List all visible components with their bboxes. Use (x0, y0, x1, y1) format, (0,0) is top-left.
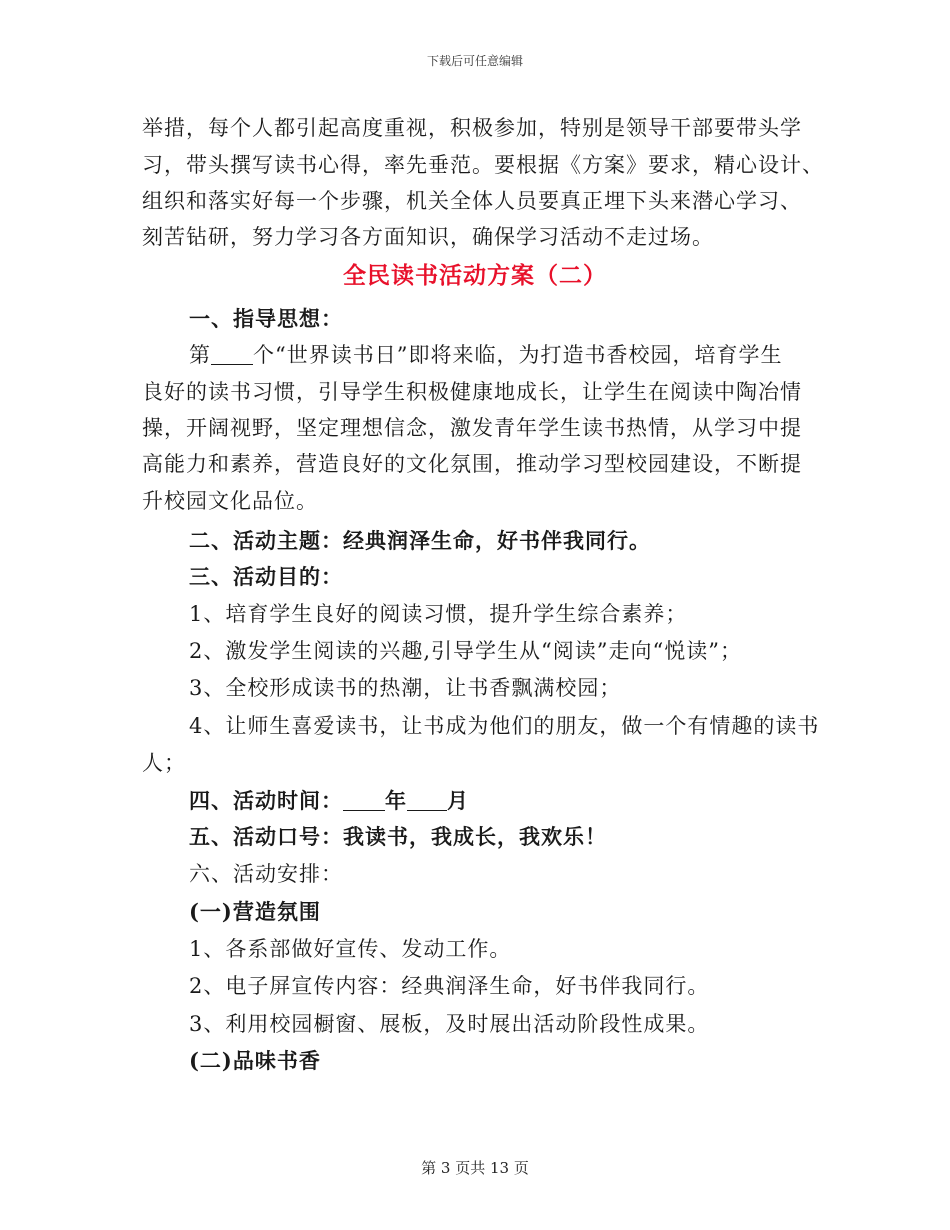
list-item: 2、电子屏宣传内容：经典润泽生命，好书伴我同行。 (189, 974, 710, 998)
list-item: 3、全校形成读书的热潮，让书香飘满校园； (189, 676, 622, 700)
heading-activity-purpose: 三、活动目的： (189, 564, 343, 589)
list-item: 1、各系部做好宣传、发动工作。 (189, 937, 512, 961)
subheading-atmosphere: (一)营造氛围 (189, 899, 321, 924)
heading-guiding-ideology: 一、指导思想： (189, 306, 343, 331)
fill-blank (211, 342, 253, 365)
paragraph-line: 人； (142, 751, 186, 775)
paragraph-line (189, 340, 819, 370)
text-fragment: 个“世界读书日”即将来临，为打造书香校园，培育学生 (253, 343, 783, 367)
paragraph-line: 习，带头撰写读书心得，率先垂范。要根据《方案》要求，精心设计、 (142, 153, 824, 177)
list-item: 3、利用校园橱窗、展板，及时展出活动阶段性成果。 (189, 1012, 710, 1036)
paragraph-line: 举措，每个人都引起高度重视，积极参加，特别是领导干部要带头学 (142, 116, 802, 140)
paragraph-line: 刻苦钻研，努力学习各方面知识，确保学习活动不走过场。 (142, 225, 714, 249)
page-footer: 第 3 页共 13 页 (421, 1159, 529, 1177)
paragraph-line: 升校园文化品位。 (142, 489, 318, 513)
text-fragment: 第 (189, 343, 211, 367)
list-item: 2、激发学生阅读的兴趣,引导学生从“阅读”走向“悦读”； (189, 639, 742, 663)
fill-blank-year (343, 788, 385, 811)
page-header: 下载后可任意编辑 (426, 54, 523, 68)
text-fragment: 四、活动时间： (189, 788, 343, 813)
paragraph-line: 高能力和素养，营造良好的文化氛围，推动学习型校园建设，不断提 (142, 452, 802, 476)
heading-activity-theme: 二、活动主题：经典润泽生命，好书伴我同行。 (189, 528, 651, 553)
paragraph-line: 组织和落实好每一个步骤，机关全体人员要真正埋下头来潜心学习、 (142, 189, 802, 213)
text-fragment: 年 (385, 788, 407, 813)
section-title: 全民读书活动方案（二） (343, 262, 607, 289)
paragraph-line: 良好的读书习惯，引导学生积极健康地成长，让学生在阅读中陶冶情 (142, 380, 802, 404)
heading-activity-arrangement: 六、活动安排： (189, 862, 343, 886)
paragraph-line: 操，开阔视野，坚定理想信念，激发青年学生读书热情，从学习中提 (142, 416, 802, 440)
text-fragment: 月 (447, 788, 469, 813)
list-item: 4、让师生喜爱读书，让书成为他们的朋友，做一个有情趣的读书 (189, 714, 820, 738)
heading-activity-time (189, 786, 819, 816)
subheading-savor-books: (二)品味书香 (189, 1048, 321, 1073)
fill-blank-month (407, 788, 447, 811)
heading-activity-slogan: 五、活动口号：我读书，我成长，我欢乐！ (189, 824, 607, 849)
list-item: 1、培育学生良好的阅读习惯，提升学生综合素养； (189, 602, 688, 626)
